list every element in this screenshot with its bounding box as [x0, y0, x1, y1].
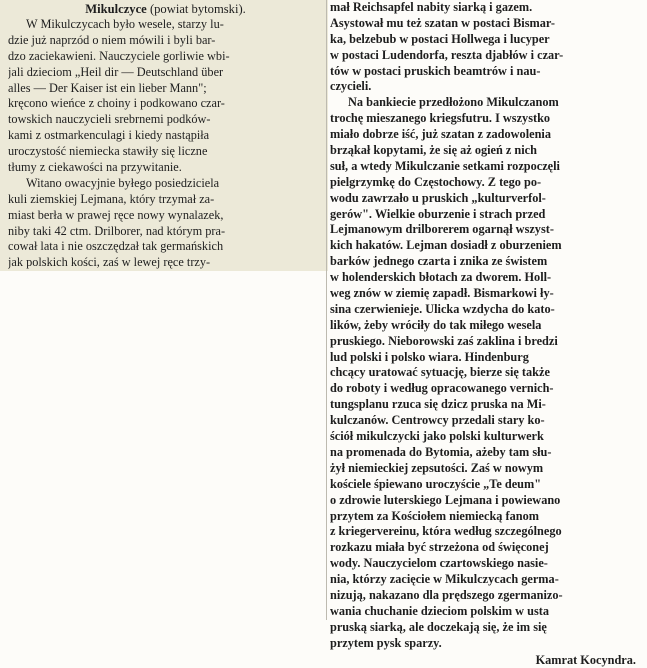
text-line: pielgrzymkę do Częstochowy. Z tego po-	[330, 174, 542, 189]
text-line: na promenada do Bytomia, ażeby tam słu-	[330, 444, 552, 459]
text-line: weg znów w ziemię zapadł. Bismarkowi ły-	[330, 286, 554, 301]
text-line: towskich nauczycieli srebrnemi podków-	[8, 112, 211, 127]
text-line: kich hakatów. Lejman dosiadł z oburzeniem	[330, 238, 562, 253]
headline-subtitle: (powiat bytomski).	[149, 2, 246, 16]
text-line: kulczanów. Centrowcy przedali stary ko-	[330, 413, 545, 428]
text-line: dzie już naprzód o niem mówili i byli bar-	[8, 32, 216, 47]
text-line: miało dobrze iść, już szatan z zadowolenia	[330, 127, 551, 142]
text-line: tłumy z ciekawości na przywitanie.	[8, 160, 182, 175]
text-line: miast berła w prawej ręce nowy wynalazek,	[8, 207, 224, 222]
text-line: Witano owacyjnie byłego posiedziciela	[26, 175, 220, 190]
text-line: dzo zaciekawieni. Nauczyciele gorliwie wbi-	[8, 48, 230, 63]
text-line: do roboty i według opracowanego vernich-	[330, 381, 554, 396]
text-line: o zdrowie luterskiego Lejmana i powiewano	[330, 492, 561, 507]
text-line: Na bankiecie przedłożono Mikulczanom	[348, 95, 559, 110]
text-line: brząkał kopytami, że się aż ogień z nich	[330, 143, 537, 158]
text-line: trochę mieszanego kriegsfutru. I wszystko	[330, 111, 551, 126]
text-line: mał Reichsapfel nabity siarką i gazem.	[330, 0, 533, 14]
text-line: kami z ostmarkenculagi i kiedy nastąpiła	[8, 128, 210, 143]
text-line: lud polski i polsko wiara. Hindenburg	[330, 349, 529, 364]
text-line: jak polskich kości, zaś w lewej ręce trzy-	[8, 255, 211, 270]
text-line: przytem pysk sparzy.	[330, 635, 442, 650]
column-divider	[326, 0, 327, 620]
text-line: kręcono wieńce z choiny i podkowano czar-	[8, 96, 225, 111]
text-line: rozkazu miała być strzeżona od święconej	[330, 540, 549, 555]
text-line: lików, żeby wróciły do tak miłego wesela	[330, 317, 542, 332]
text-line: cował lata i nie oszczędzał tak germańskich	[8, 239, 224, 254]
text-line: żył niemieckiej zepsutości. Zaś w nowym	[330, 460, 544, 475]
text-line: jali dzieciom „Heil dir — Deutschland über	[8, 64, 224, 79]
text-line: ka, belzebub w postaci Hollwega i lucyper	[330, 31, 550, 46]
text-line: nizują, nakazano dla prędszego zgermanizo-	[330, 587, 563, 602]
text-line: tungsplanu rzuca się dzicz pruska na Mi-	[330, 397, 546, 412]
text-line: pruską siarką, ale doczekają się, że im się	[330, 619, 547, 634]
text-line: Asystował mu też szatan w postaci Bismar-	[330, 15, 555, 30]
text-line: kuli ziemskiej Lejmana, który trzymał za-	[8, 191, 215, 206]
headline-title: Mikulczyce	[85, 2, 147, 16]
text-line: wodu zawrzało u pruskich „kulturverfol-	[330, 190, 546, 205]
text-line: przytem za Kościołem niemiecką fanom	[330, 508, 539, 523]
text-line: alles — Der Kaiser ist ein lieber Mann";	[8, 80, 207, 95]
text-line: chcący uratować sytuację, bierze się także	[330, 365, 550, 380]
article-left-column	[8, 0, 323, 271]
text-line: wody. Nauczycielom czartowskiego nasie-	[330, 556, 548, 571]
text-line: w postaci Ludendorfa, reszta djabłów i czar-	[330, 47, 564, 62]
text-line: barków jednego czarta i znika ze świstem	[330, 254, 548, 269]
text-line: czycieli.	[330, 79, 372, 94]
text-line: w holenderskich błotach za dworem. Holl-	[330, 270, 552, 285]
author-signature: Kamrat Kocyndra.	[535, 652, 636, 667]
article-headline	[8, 1, 323, 17]
text-line: z kriegervereinu, która według szczególnego	[330, 524, 562, 539]
text-line: uroczystość niemiecka stawiły się liczne	[8, 144, 208, 159]
text-line: nia, którzy zacięcie w Mikulczycach germa-	[330, 572, 559, 587]
text-line: pruskiego. Nieborowski zaś zaklina i bredzi	[330, 333, 558, 348]
text-line: kościele śpiewano uroczyście „Te deum"	[330, 476, 542, 491]
text-line: tów w postaci pruskich beamtrów i nau-	[330, 63, 541, 78]
text-line: ściół mikulczycki jako polski kulturwerk	[330, 429, 544, 444]
text-line: sina czerwienieje. Ulicka wzdycha do kato-	[330, 301, 555, 316]
text-line: wania chuchanie dzieciom polskim w usta	[330, 603, 549, 618]
article-right-column	[330, 0, 642, 668]
text-line: niby taki 42 ctm. Drilborer, nad którym pra-	[8, 223, 226, 238]
text-line: W Mikulczycach było wesele, starzy lu-	[26, 17, 224, 31]
text-line: gerów". Wielkie oburzenie i strach przed	[330, 206, 546, 221]
text-line: Lejmanowym drilborerem ogarnął wszyst-	[330, 222, 554, 237]
text-line: suł, a wtedy Mikulczanie setkami rozpoczęli	[330, 158, 560, 173]
